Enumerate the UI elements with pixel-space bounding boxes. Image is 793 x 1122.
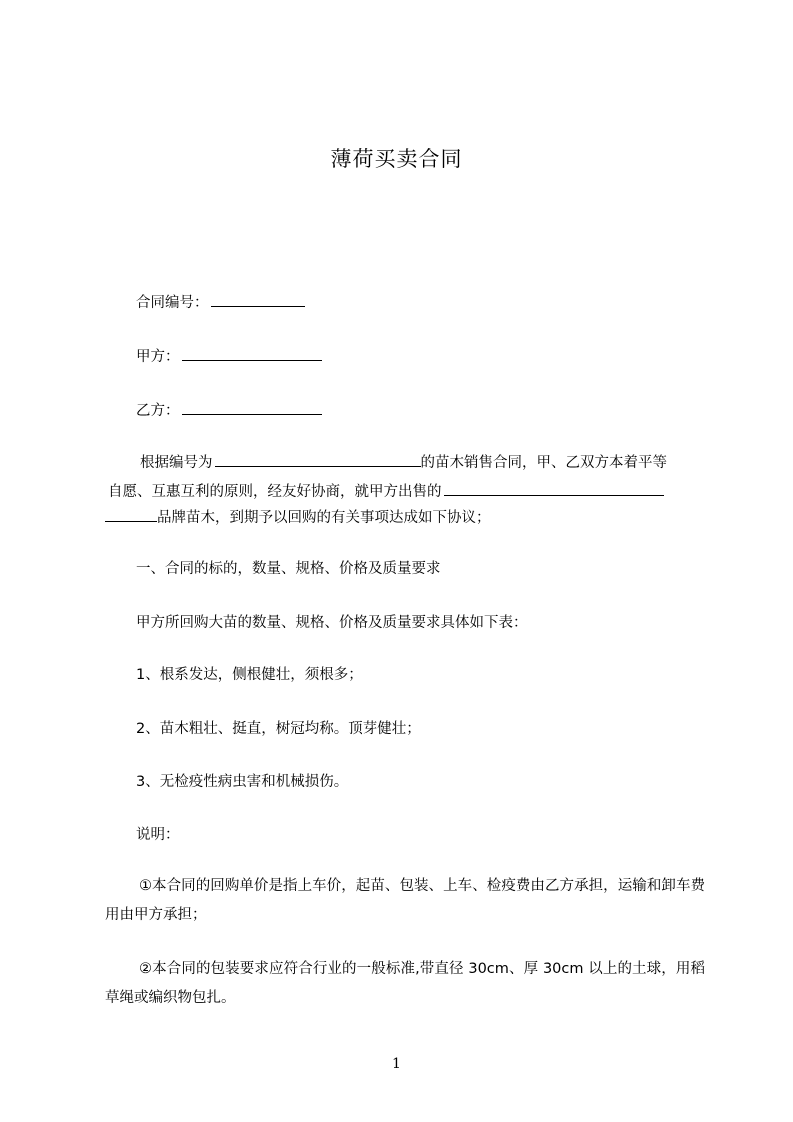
requirement-item-3: 3、无检疫性病虫害和机械损伤。 xyxy=(136,774,349,790)
document-title: 薄荷买卖合同 xyxy=(330,147,463,171)
party-b-blank xyxy=(182,400,322,415)
party-b-label: 乙方： xyxy=(136,403,180,419)
contract-number-label: 合同编号： xyxy=(136,295,209,311)
party-b-line xyxy=(136,400,322,421)
intro-part4: 品牌苗木，到期予以回购的有关事项达成如下协议； xyxy=(157,510,491,526)
contract-number-blank xyxy=(211,292,305,307)
intro-brand-blank xyxy=(105,507,157,522)
note-1: ①本合同的回购单价是指上车价，起苗、包装、上车、检疫费由乙方承担，运输和卸车费用由甲方承担； xyxy=(105,878,705,923)
intro-part2: 的苗木销售合同，甲、乙双方本着平等 xyxy=(420,455,667,471)
page-number: 1 xyxy=(392,1056,401,1072)
note-2: ②本合同的包装要求应符合行业的一般标准,带直径 30cm、厚 30cm 以上的土球，用稻草绳或编织物包扎。 xyxy=(105,961,705,1006)
intro-contract-blank xyxy=(215,452,421,467)
requirement-item-1: 1、根系发达，侧根健壮，须根多； xyxy=(136,667,363,683)
party-a-line xyxy=(136,346,322,367)
party-a-label: 甲方： xyxy=(136,349,180,365)
notes-label: 说明： xyxy=(136,827,180,843)
requirement-item-2: 2、苗木粗壮、挺直，树冠均称。顶芽健壮； xyxy=(136,721,421,737)
intro-part3: 自愿、互惠互利的原则，经友好协商，就甲方出售的 xyxy=(108,484,442,500)
intro-line-1 xyxy=(140,452,667,473)
intro-line-2 xyxy=(108,481,664,502)
contract-number-line xyxy=(136,292,305,313)
section1-text: 甲方所回购大苗的数量、规格、价格及质量要求具体如下表： xyxy=(136,615,528,631)
intro-part1: 根据编号为 xyxy=(140,455,213,471)
intro-product-blank xyxy=(444,481,664,496)
intro-line-3 xyxy=(105,507,491,528)
party-a-blank xyxy=(182,346,322,361)
section1-heading: 一、合同的标的，数量、规格、价格及质量要求 xyxy=(136,561,441,577)
